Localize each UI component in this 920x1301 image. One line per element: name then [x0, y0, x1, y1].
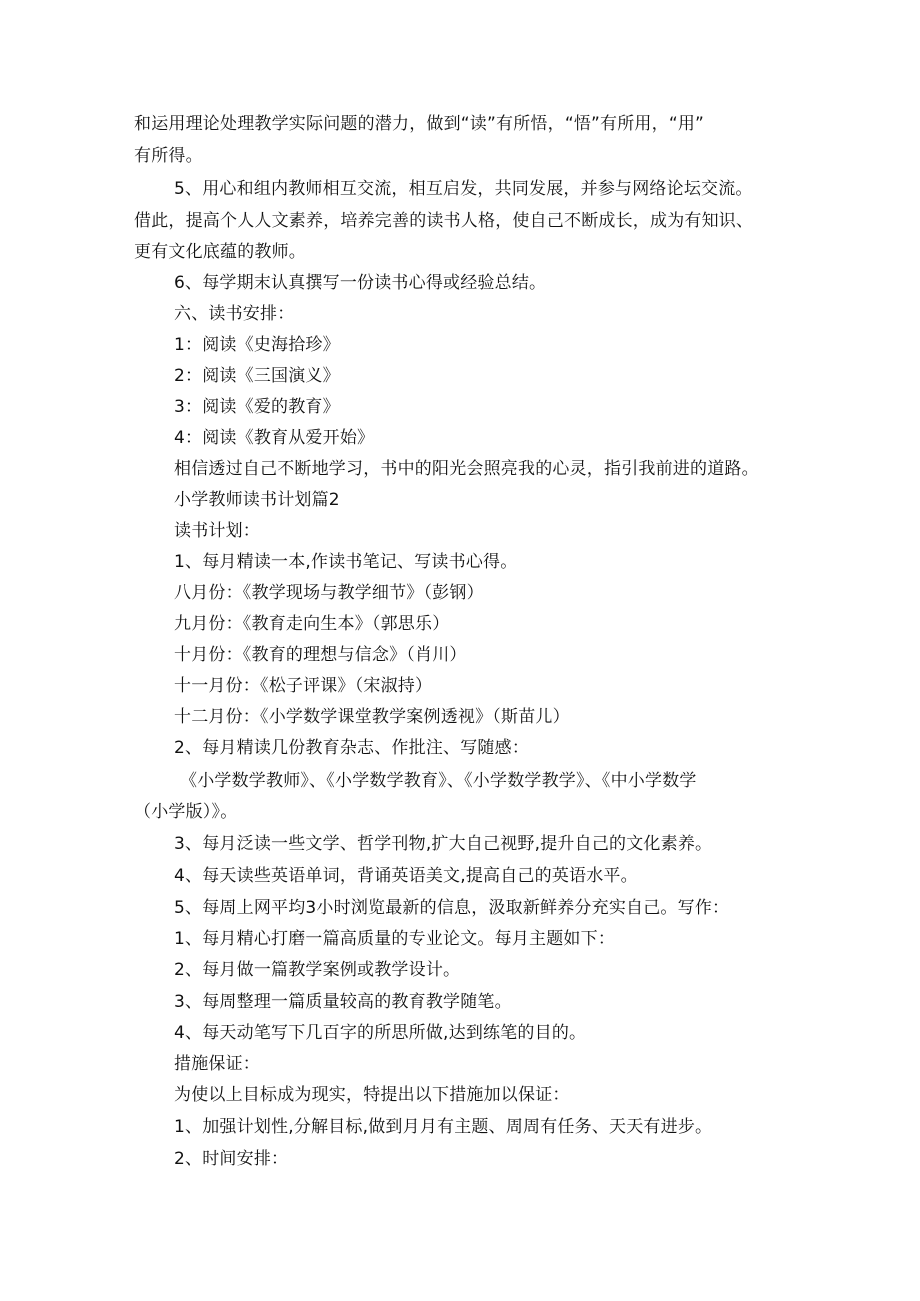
list-item: 3、每月泛读一些文学、哲学刊物,扩大自己视野,提升自己的文化素养。: [174, 834, 713, 854]
list-item: 4、每天动笔写下几百字的所思所做,达到练笔的目的。: [174, 1023, 587, 1043]
text-line: 《小学数学教师》、《小学数学教育》、《小学数学教学》、《中小学数学: [180, 771, 697, 791]
text-line: 6、每学期末认真撰写一份读书心得或经验总结。: [174, 273, 547, 293]
list-item: 九月份：《教育走向生本》（郭思乐）: [174, 614, 450, 634]
list-item: 十月份：《教育的理想与信念》（肖川）: [174, 645, 467, 665]
section-heading: 六、读书安排：: [174, 304, 295, 324]
text-line: 为使以上目标成为现实，特提出以下措施加以保证：: [174, 1085, 570, 1105]
list-item: 1、加强计划性,分解目标,做到月月有主题、周周有任务、天天有进步。: [174, 1117, 713, 1137]
list-item: 4、每天读些英语单词，背诵英语美文,提高自己的英语水平。: [174, 866, 638, 886]
text-line: 有所得。: [134, 146, 203, 166]
list-item: 八月份：《教学现场与教学细节》（彭钢）: [174, 583, 484, 603]
text-line: 相信透过自己不断地学习，书中的阳光会照亮我的心灵，指引我前进的道路。: [174, 459, 759, 479]
text-line: 借此，提高个人人文素养，培养完善的读书人格，使自己不断成长，成为有知识、: [134, 211, 754, 231]
list-item: 十一月份：《松子评课》（宋淑持）: [174, 676, 433, 696]
text-line: （小学版）》。: [134, 802, 238, 822]
list-item: 3：阅读《爱的教育》: [174, 397, 340, 417]
list-item: 1：阅读《史海拾珍》: [174, 335, 340, 355]
list-item: 2：阅读《三国演义》: [174, 366, 340, 386]
section-heading: 措施保证：: [174, 1054, 260, 1074]
text-line: 更有文化底蕴的教师。: [134, 242, 306, 262]
list-item: 4：阅读《教育从爱开始》: [174, 428, 375, 448]
list-item: 5、每周上网平均3小时浏览最新的信息，汲取新鲜养分充实自己。写作：: [174, 898, 730, 918]
list-item: 1、每月精读一本,作读书笔记、写读书心得。: [174, 552, 518, 572]
section-heading: 读书计划：: [174, 521, 260, 541]
list-item: 1、每月精心打磨一篇高质量的专业论文。每月主题如下：: [174, 929, 616, 949]
list-item: 2、每月精读几份教育杂志、作批注、写随感：: [174, 738, 530, 758]
list-item: 2、每月做一篇教学案例或教学设计。: [174, 960, 461, 980]
section-heading: 小学教师读书计划篇2: [174, 490, 340, 510]
list-item: 3、每周整理一篇质量较高的教育教学随笔。: [174, 992, 512, 1012]
list-item: 十二月份：《小学数学课堂教学案例透视》（斯苗儿）: [174, 707, 570, 727]
text-line: 和运用理论处理教学实际问题的潜力，做到“读”有所悟，“悟”有所用，“用”: [134, 114, 705, 134]
list-item: 2、时间安排：: [174, 1149, 289, 1169]
text-line: 5、用心和组内教师相互交流，相互启发，共同发展，并参与网络论坛交流。: [174, 179, 753, 199]
